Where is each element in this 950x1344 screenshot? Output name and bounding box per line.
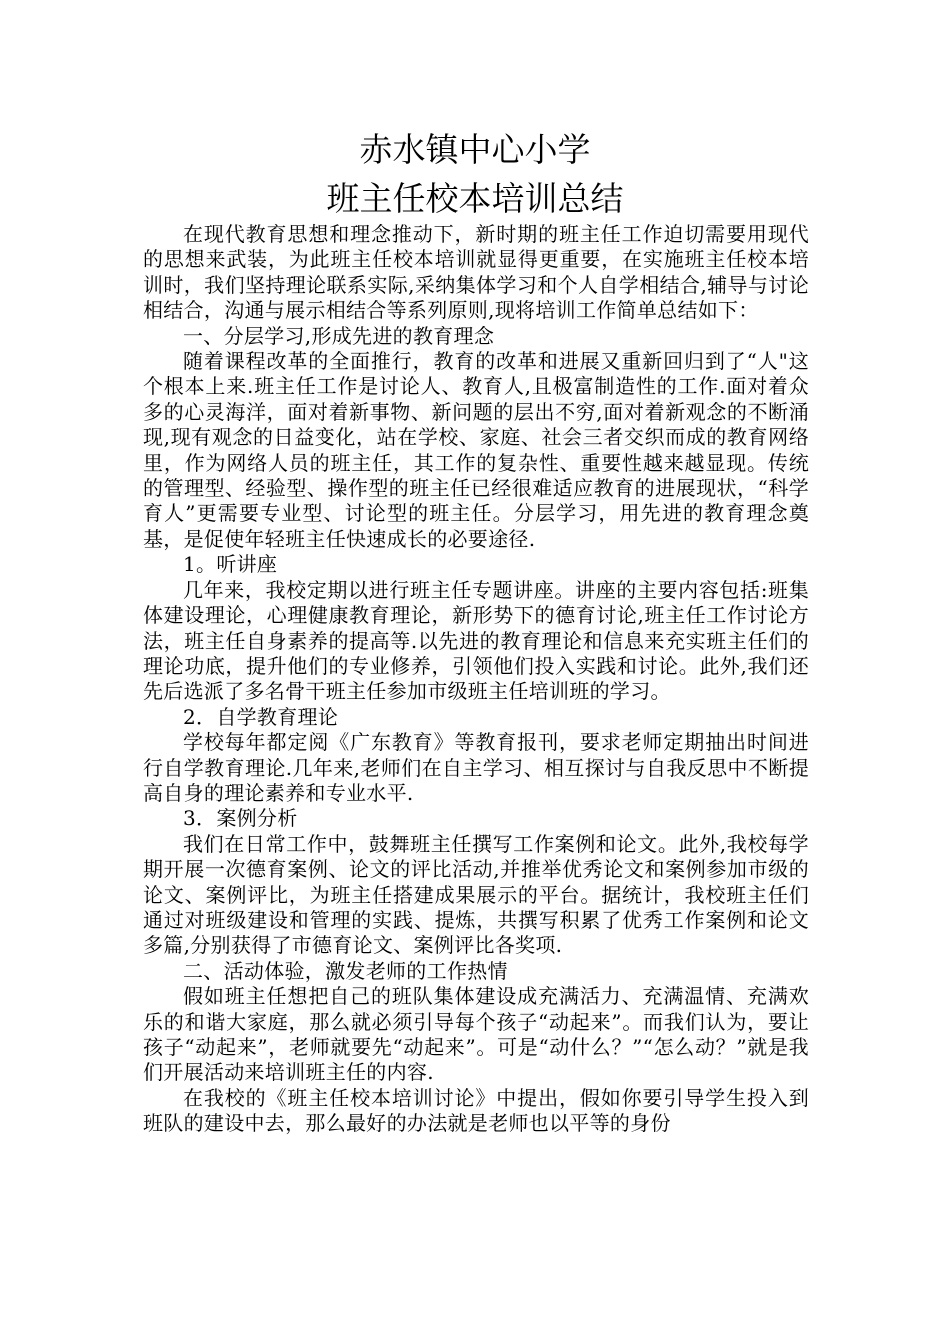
body-paragraph: 我们在日常工作中，鼓舞班主任撰写工作案例和论文。此外,我校每学期开展一次德育案例、论文的评比活动,并推举优秀论文和案例参加市级的论文、案例评比，为班主任搭建成果展示的平台。据统计，我校班主任们通过对班级建设和管理的实践、提炼，共撰写积累了优秀工作案例和论文多篇,分别获得了市德育论文、案例评比各奖项. [143,831,809,958]
body-paragraph: 在我校的《班主任校本培训讨论》中提出，假如你要引导学生投入到班队的建设中去，那么最好的办法就是老师也以平等的身份 [143,1085,809,1136]
body-paragraph: 随着课程改革的全面推行，教育的改革和进展又重新回归到了“人"这个根本上来.班主任工作是讨论人、教育人,且极富制造性的工作.面对着众多的心灵海洋，面对着新事物、新问题的层出不穷,面对着新观念的不断涌现,现有观念的日益变化，站在学校、家庭、社会三者交织而成的教育网络里，作为网络人员的班主任，其工作的复杂性、重要性越来越显现。传统的管理型、经验型、操作型的班主任已经很难适应教育的进展现状，“科学育人”更需要专业型、讨论型的班主任。分层学习，用先进的教育理念奠基，是促使年轻班主任快速成长的必要途径. [143,349,809,551]
document-title-school: 赤水镇中心小学 [359,130,591,169]
document-body [143,222,809,1137]
section-heading-2: 二、活动体验，激发老师的工作热情 [183,958,508,983]
body-paragraph: 学校每年都定阅《广东教育》等教育报刊，要求老师定期抽出时间进行自学教育理论.几年来,老师们在自主学习、相互探讨与自我反思中不断提高自身的理论素养和专业水平. [143,730,809,805]
body-paragraph: 假如班主任想把自己的班队集体建设成充满活力、充满温情、充满欢乐的和谐大家庭，那么就必须引导每个孩子“动起来”。而我们认为，要让孩子“动起来”，老师就要先“动起来”。可是“动什么？”“怎么动？”就是我们开展活动来培训班主任的内容. [143,984,809,1085]
document-title-main: 班主任校本培训总结 [326,179,624,218]
subsection-heading-1: 1。听讲座 [183,552,278,577]
subsection-heading-2: 2．自学教育理论 [183,704,339,729]
body-paragraph: 几年来，我校定期以进行班主任专题讲座。讲座的主要内容包括:班集体建设理论，心理健康教育理论，新形势下的德育讨论,班主任工作讨论方法，班主任自身素养的提高等.以先进的教育理论和信息来充实班主任们的理论功底，提升他们的专业修养，引领他们投入实践和讨论。此外,我们还先后选派了多名骨干班主任参加市级班主任培训班的学习。 [143,577,809,704]
section-heading-1: 一、分层学习,形成先进的教育理念 [183,323,495,348]
intro-paragraph: 在现代教育思想和理念推动下，新时期的班主任工作迫切需要用现代的思想来武装，为此班主任校本培训就显得更重要，在实施班主任校本培训时，我们坚持理论联系实际,采纳集体学习和个人自学相结合,辅导与讨论相结合，沟通与展示相结合等系列原则,现将培训工作简单总结如下： [143,222,809,323]
subsection-heading-3: 3．案例分析 [183,806,298,831]
